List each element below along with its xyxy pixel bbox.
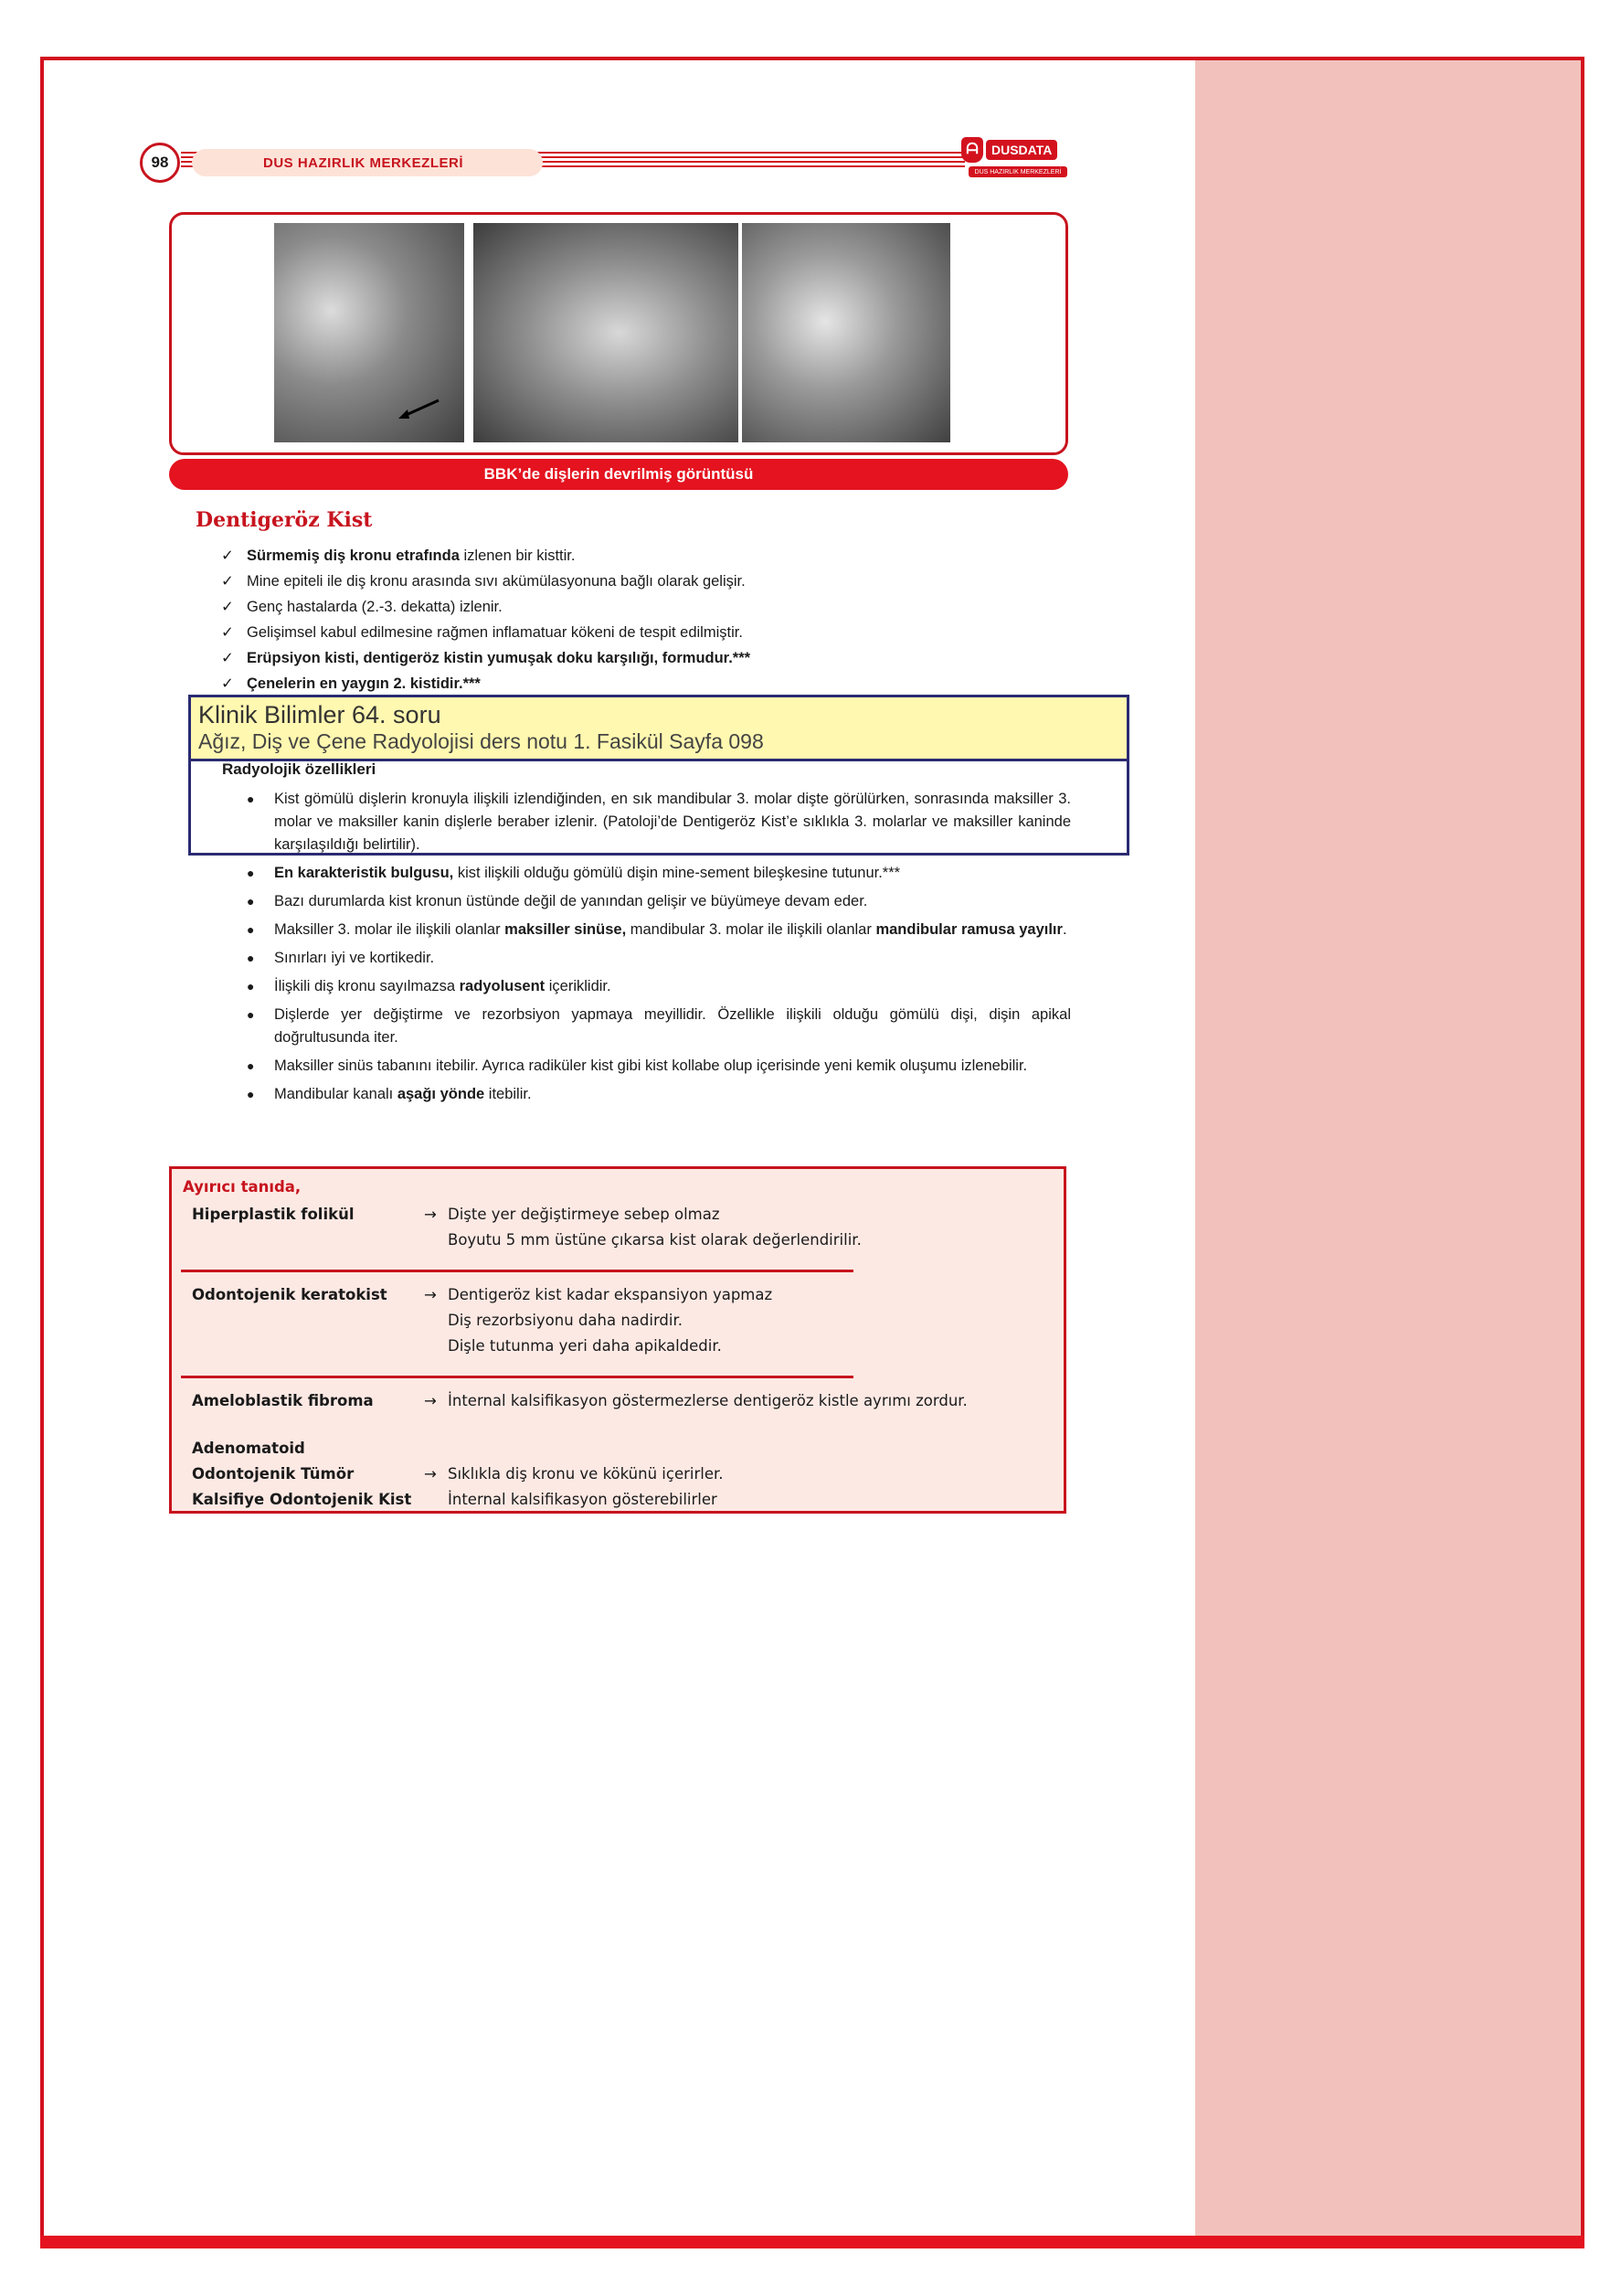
check-list [221,543,1071,696]
term-odontogenic-keratocyst: Odontojenik keratokist [192,1286,387,1303]
check-item [221,569,1071,594]
differential-box [169,1166,1066,1514]
header-title: DUS HAZIRLIK MERKEZLERİ [192,149,543,176]
check-text [247,645,750,671]
check-item [221,671,1071,696]
radiology-item-text [274,1083,532,1106]
check-item [221,620,1071,645]
radiology-text: Kist gömülü dişlerin kronuyla ilişkili izlendiğinden, en sık mandibular 3. molar dişte görülürken, sonrasında maksiller 3. molar ve maksiller kanin dişlerle beraber izlenir. (Patoloji’de Dentigeröz Kist’e sıklıkla 3. molarlar ve maksiller kaninde karşılaşıldığı belirtilir). [274,791,1071,853]
radiology-item-text [274,947,434,970]
radiology-text: içeriklidir. [545,978,611,994]
radiology-item [247,788,1071,856]
radiology-item-text [274,890,867,913]
radiology-text: kist ilişkili olduğu gömülü dişin mine-sement bileşkesine tutunur.*** [453,865,901,881]
ok-line-3: Dişle tutunma yeri daha apikaldedir. [448,1337,722,1355]
checkmark-icon: ✓ [221,573,234,590]
side-band [1195,60,1581,2245]
bottom-bar [40,2236,1584,2248]
radiology-item [247,890,1071,913]
check-text [247,594,503,620]
checkmark-icon: ✓ [221,599,234,615]
divider [181,1270,853,1272]
arrow-icon [274,223,464,442]
check-rest: Mine epiteli ile diş kronu arasında sıvı akümülasyonuna bağlı olarak gelişir. [247,573,746,590]
radiology-item-text [274,862,900,885]
af-line-1: İnternal kalsifikasyon göstermezlerse dentigeröz kistle ayrımı zordur. [448,1392,968,1409]
check-rest: Genç hastalarda (2.-3. dekatta) izlenir. [247,599,503,615]
logo [961,137,1071,188]
hf-line-1: Dişte yer değiştirmeye sebep olmaz [448,1206,720,1223]
radiology-item [247,947,1071,970]
term-odontogenic-tumor: Odontojenik Tümör [192,1465,355,1483]
note-line-1: Klinik Bilimler 64. soru [198,701,441,728]
check-text [247,543,575,569]
check-text [247,569,746,594]
check-item [221,645,1071,671]
bullet-icon: ● [247,792,255,806]
radiology-text: Dişlerde yer değiştirme ve rezorbsiyon yapmaya meyillidir. Özellikle ilişkili olduğu gömülü dişi, dişin apikal doğrultusunda iter. [274,1006,1071,1046]
check-item [221,594,1071,620]
radiology-bold: aşağı yönde [397,1086,485,1102]
logo-text: DUSDATA [986,140,1057,160]
radiology-bold: mandibular ramusa yayılır [875,921,1063,938]
check-rest: Gelişimsel kabul edilmesine rağmen inflamatuar kökeni de tespit edilmiştir. [247,624,743,641]
bullet-icon: ● [247,866,255,880]
checkmark-icon: ✓ [221,547,234,564]
radiology-text: İlişkili diş kronu sayılmazsa [274,978,460,994]
term-calcifying-cyst: Kalsifiye Odontojenik Kist [192,1491,412,1508]
differential-heading: Ayırıcı tanıda, [183,1178,302,1196]
arrow-icon: → [424,1286,437,1303]
reference-note-header [191,697,1127,761]
radiology-item [247,919,1071,941]
bullet-icon: ● [247,1058,255,1073]
term-hyperplastic-follicle: Hiperplastik folikül [192,1206,355,1223]
checkmark-icon: ✓ [221,650,234,666]
checkmark-icon: ✓ [221,624,234,641]
bullet-icon: ● [247,951,255,965]
ok-line-1: Dentigeröz kist kadar ekspansiyon yapmaz [448,1286,773,1303]
arrow-icon: → [424,1392,437,1409]
bullet-icon: ● [247,1087,255,1101]
checkmark-icon: ✓ [221,675,234,692]
radiology-list [247,788,1071,1111]
bullet-icon: ● [247,979,255,994]
divider [181,1376,853,1378]
tooth-icon: ᗩ [961,137,983,163]
hf-line-2: Boyutu 5 mm üstüne çıkarsa kist olarak değerlendirilir. [448,1231,862,1249]
radiology-bold: radyolusent [459,978,546,994]
note-line-2: Ağız, Diş ve Çene Radyolojisi ders notu 1. Fasikül Sayfa 098 [198,729,764,753]
radiology-text: Maksiller 3. molar ile ilişkili olanlar [274,921,505,938]
radiology-item [247,1004,1071,1049]
check-item [221,543,1071,569]
radiology-text: . [1062,921,1067,938]
radiology-item [247,1083,1071,1106]
xray-image-occlusal [742,223,950,442]
ad-line-1: Sıklıkla diş kronu ve kökünü içerirler. [448,1465,724,1483]
figure-caption: BBK’de dişlerin devrilmiş görüntüsü [169,459,1068,490]
xray-image-lateral [473,223,738,442]
term-adenomatoid: Adenomatoid [192,1440,305,1457]
radiology-title: Radyolojik özellikleri [222,760,376,778]
radiology-item-text [274,975,611,998]
radiology-item-text [274,788,1071,856]
radiology-text: itebilir. [484,1086,532,1102]
radiology-item-text [274,1004,1071,1049]
check-bold: Çenelerin en yaygın 2. kistidir.*** [247,675,481,692]
radiology-text: Sınırları iyi ve kortikedir. [274,950,435,966]
check-text [247,620,743,645]
check-bold: Sürmemiş diş kronu etrafında [247,547,460,564]
bullet-icon: ● [247,922,255,937]
radiology-item [247,975,1071,998]
radiology-item-text [274,1055,1027,1078]
arrow-icon: → [424,1206,437,1223]
term-ameloblastic-fibroma: Ameloblastik fibroma [192,1392,374,1409]
radiology-item [247,862,1071,885]
radiology-bold: En karakteristik bulgusu, [274,865,454,881]
logo-subtitle: DUS HAZIRLIK MERKEZLERİ [969,166,1067,177]
radiology-text: Bazı durumlarda kist kronun üstünde değil de yanından gelişir ve büyümeye devam eder. [274,893,868,909]
check-bold: Erüpsiyon kisti, dentigeröz kistin yumuşak doku karşılığı, formudur.*** [247,650,751,666]
radiology-text: Maksiller sinüs tabanını itebilir. Ayrıca radiküler kist gibi kist kollabe olup içerisinde yeni kemik oluşumu izlenebilir. [274,1058,1028,1074]
ad-line-2: İnternal kalsifikasyon gösterebilirler [448,1491,717,1508]
check-text [247,671,481,696]
arrow-icon: → [424,1465,437,1483]
radiology-item-text [274,919,1067,941]
radiology-item [247,1055,1071,1078]
check-rest: izlenen bir kisttir. [459,547,576,564]
section-title: Dentigeröz Kist [196,508,373,532]
ok-line-2: Diş rezorbsiyonu daha nadirdir. [448,1312,683,1329]
radiology-bold: maksiller sinüse, [504,921,627,938]
page-number: 98 [140,143,180,183]
xray-image-panoramic [274,223,464,442]
radiology-text: Mandibular kanalı [274,1086,397,1102]
bullet-icon: ● [247,894,255,909]
bullet-icon: ● [247,1007,255,1022]
radiology-text: mandibular 3. molar ile ilişkili olanlar [626,921,876,938]
